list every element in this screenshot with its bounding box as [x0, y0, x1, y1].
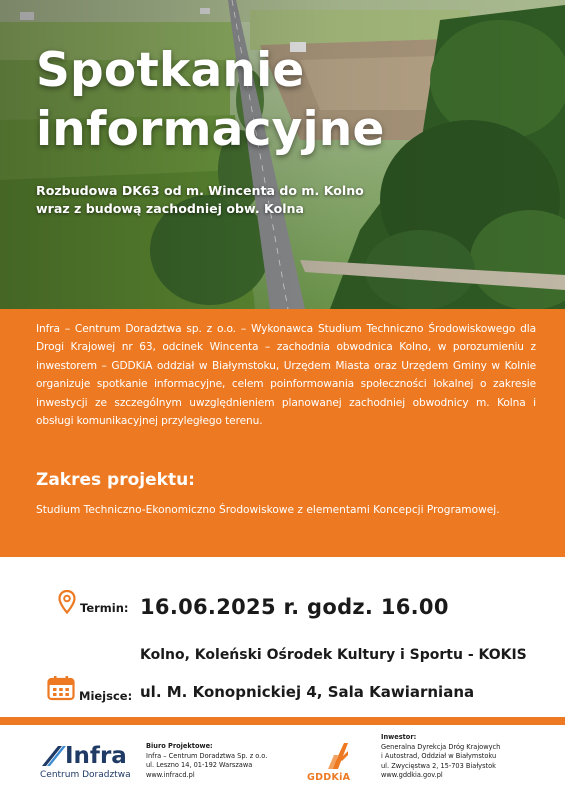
gddkia-logo-name: GDDKiA	[307, 772, 351, 783]
gddkia-logo-icon	[326, 741, 350, 771]
scope-text: Studium Techniczno-Ekonomiczno Środowiskowe z elementami Koncepcji Programowej.	[36, 504, 500, 516]
date-value: 16.06.2025 r. godz. 16.00	[140, 595, 449, 619]
investor-line-1: Generalna Dyrekcja Dróg Krajowych	[381, 742, 501, 751]
intro-paragraph: Infra – Centrum Doradztwa sp. z o.o. – Wykonawca Studium Techniczno Środowiskowego dla Drogi Krajowej nr 63, odcinek Wincenta – zachodnia obwodnica Kolno, w porozumieniu z inwestorem – GDDKiA oddział w Białymstoku, Urzędem Miasta oraz Urzędem Gminy w Kolnie organizuje spotkanie informacyjne, celem poinformowania społeczności lokalnej o zakresie inwestycji ze szczególnym uwzględnieniem planowanej zachodniej obwodnicy m. Kolna i obsługi komunikacyjnej przyległego terenu.	[36, 323, 536, 428]
infra-logo-subtitle: Centrum Doradztwa	[40, 770, 131, 780]
scope-heading: Zakres projektu:	[36, 470, 195, 490]
investor-title: Inwestor:	[381, 733, 417, 741]
hero-photo	[0, 0, 565, 309]
office-title: Biuro Projektowe:	[146, 742, 213, 750]
place-line-2: ul. M. Konopnickiej 4, Sala Kawiarniana	[140, 683, 475, 701]
investor-line-3: ul. Zwycięstwa 2, 15-703 Białystok	[381, 761, 496, 770]
place-line-1: Kolno, Koleński Ośrodek Kultury i Sportu - KOKIS	[140, 647, 527, 663]
hero-text	[36, 42, 385, 218]
title-line-2: informacyjne	[36, 101, 385, 157]
info-section	[0, 309, 565, 557]
subtitle	[36, 182, 385, 218]
office-link[interactable]: www.infracd.pl	[146, 770, 195, 779]
location-pin-icon	[58, 590, 76, 614]
page-title	[36, 42, 385, 160]
investor-line-2: i Autostrad, Oddział w Białymstoku	[381, 752, 497, 761]
title-line-1: Spotkanie	[36, 43, 305, 98]
investor-link[interactable]: www.gddkia.gov.pl	[381, 771, 443, 780]
date-label: Termin:	[80, 601, 129, 615]
infra-logo-name: Infra	[65, 743, 127, 769]
design-office-info	[146, 742, 267, 780]
subtitle-line-1: Rozbudowa DK63 od m. Wincenta do m. Kolno	[36, 182, 364, 198]
calendar-icon	[47, 675, 75, 701]
place-label: Miejsce:	[79, 689, 133, 703]
subtitle-line-2: wraz z budową zachodniej obw. Kolna	[36, 200, 305, 216]
investor-info	[381, 733, 500, 781]
office-line-1: Infra – Centrum Doradztwa Sp. z o.o.	[146, 751, 268, 760]
office-line-2: ul. Leszno 14, 01-192 Warszawa	[146, 761, 253, 770]
divider-bar	[0, 717, 565, 725]
